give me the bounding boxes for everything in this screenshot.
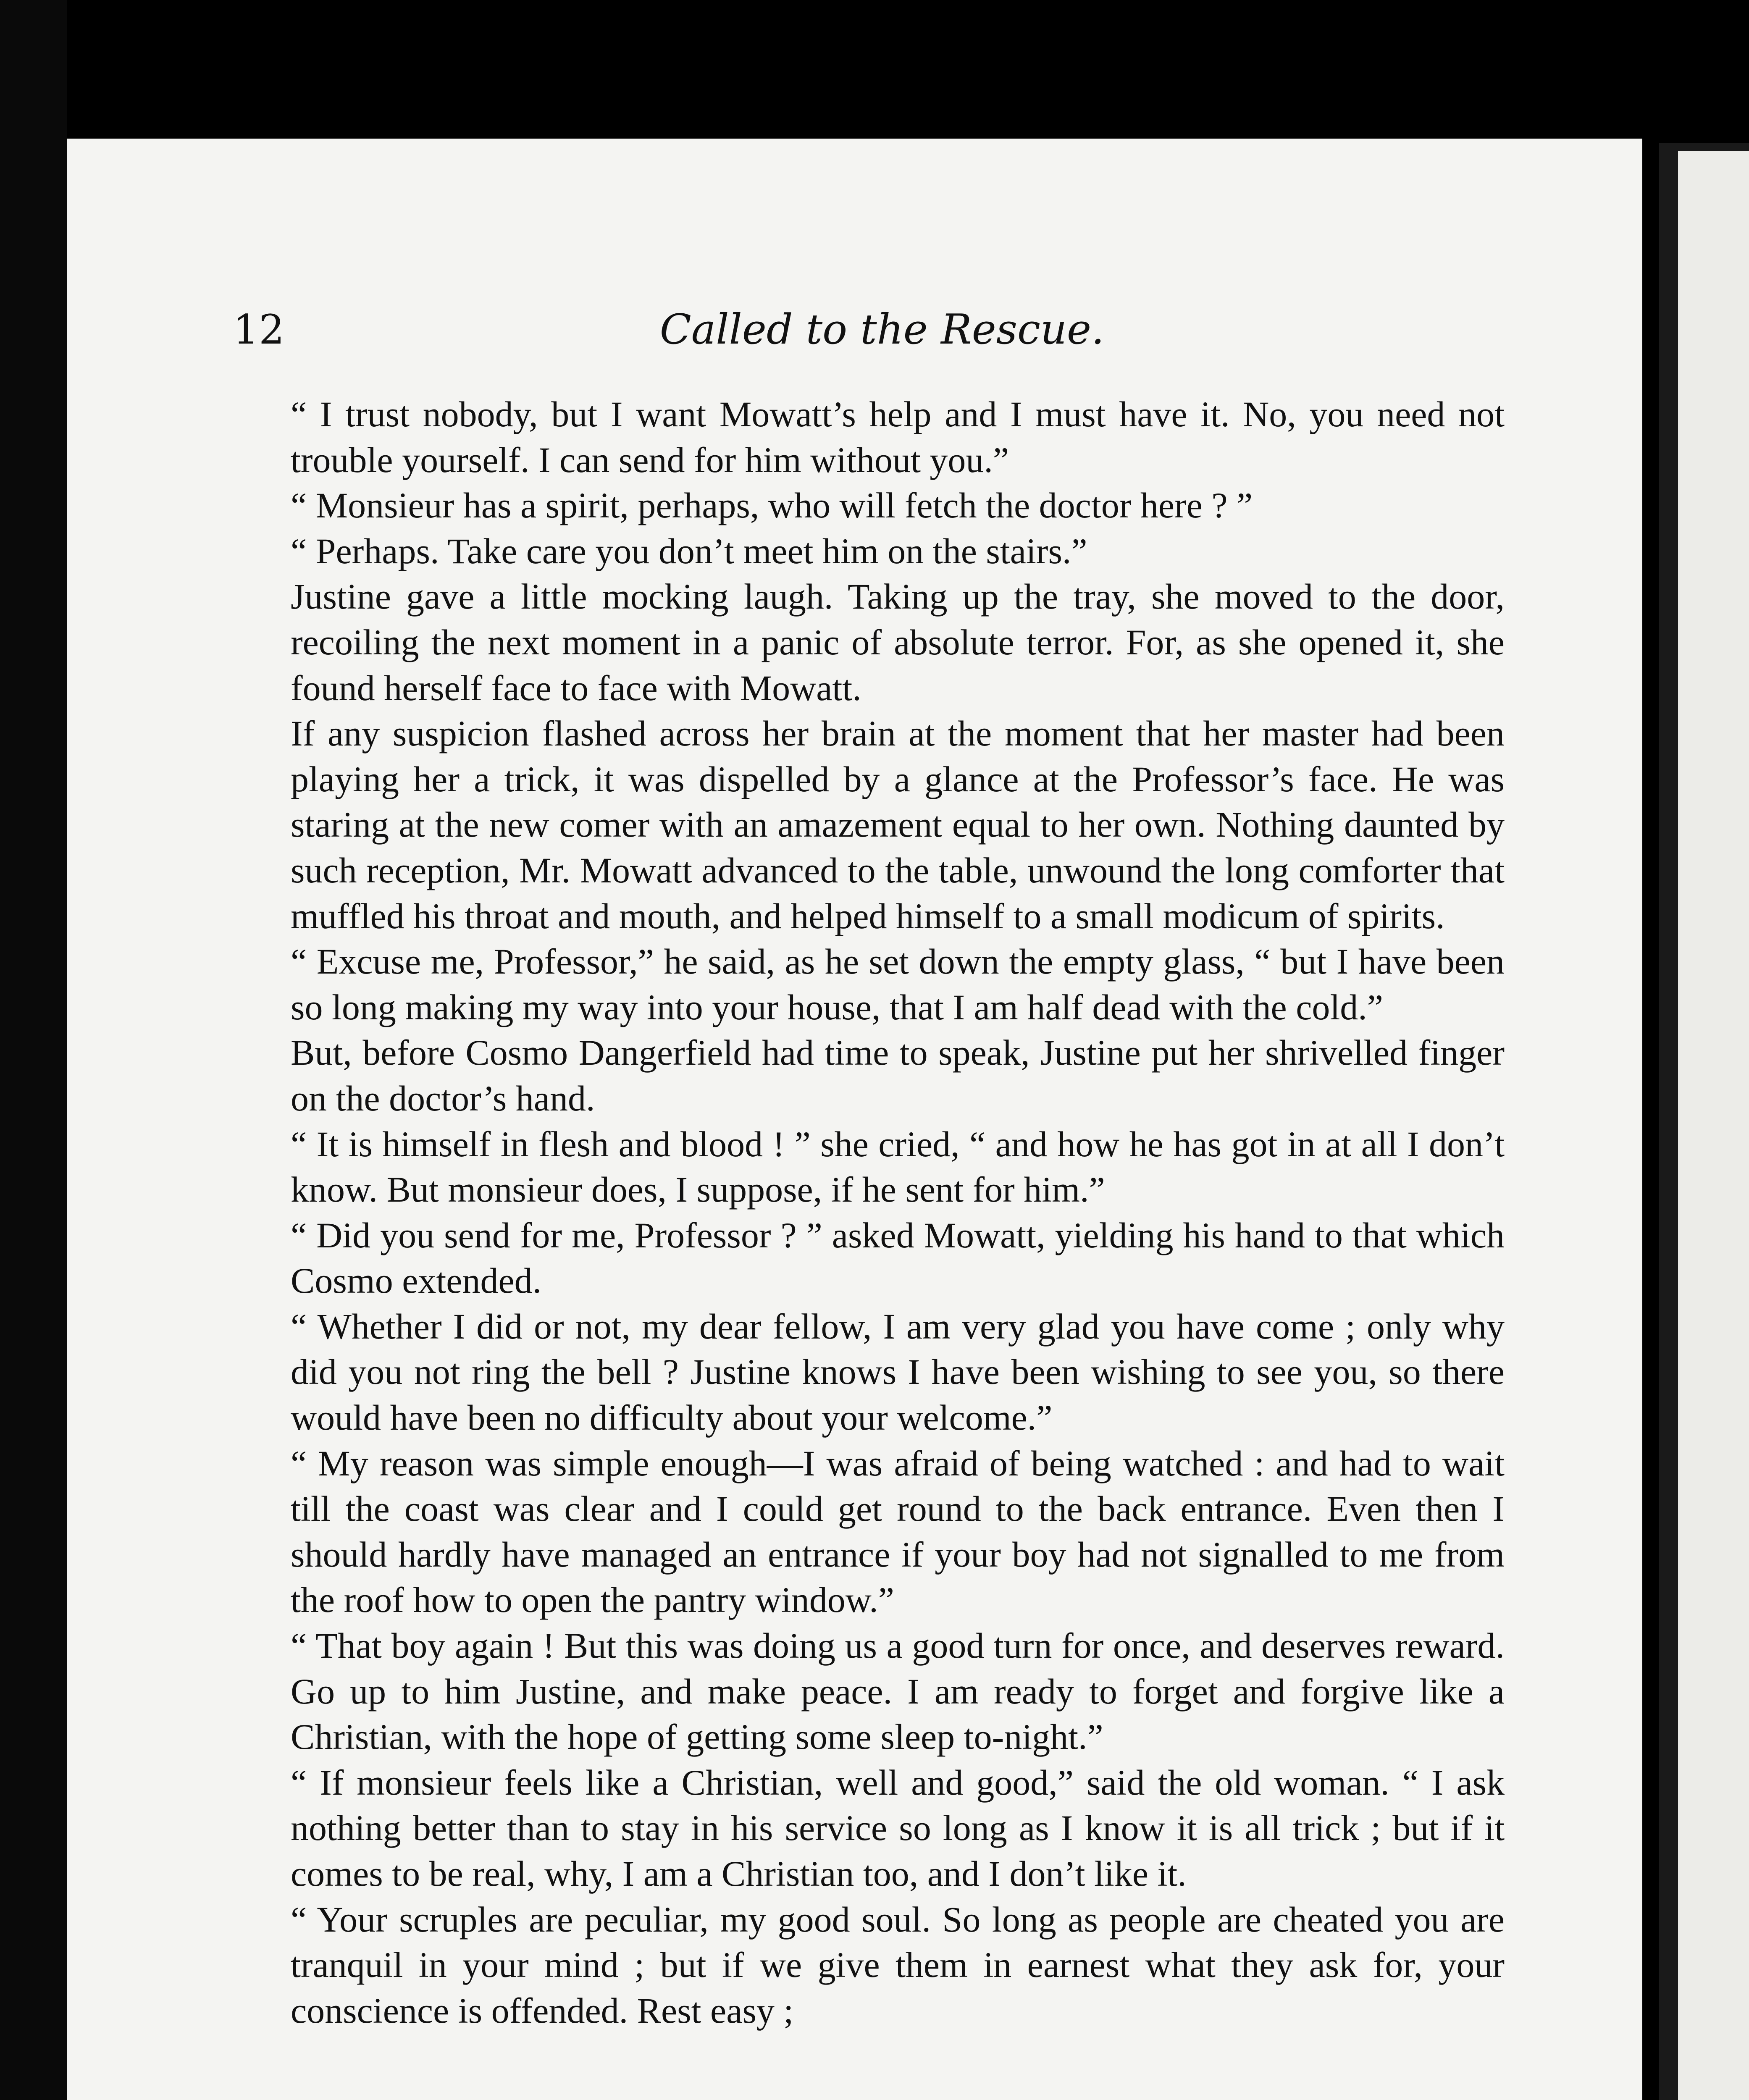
facing-page-edge	[1678, 151, 1749, 2100]
paragraph: Justine gave a little mocking laugh. Taking up the tray, she moved to the door, recoiling the next moment in a panic of absolute terror. For, as she opened it, she found herself face to face with Mowatt.	[291, 576, 1505, 708]
paragraph: “ Monsieur has a spirit, perhaps, who will fetch the doctor here ? ”	[291, 485, 1253, 526]
page-number: 12	[233, 306, 285, 353]
paragraph: If any suspicion flashed across her brain at the moment that her master had been playing her a trick, it was dispelled by a glance at the Professor’s face. He was staring at the new comer with an amazement equal to her own. Nothing daunted by such reception, Mr. Mowatt advanced to the table, unwound the long comforter that muffled his throat and mouth, and helped himself to a small modicum of spirits.	[291, 713, 1505, 936]
paragraph: “ It is himself in flesh and blood ! ” she cried, “ and how he has got in at all I don’t know. But monsieur does, I suppose, if he sent for him.”	[291, 1124, 1505, 1210]
paragraph: “ If monsieur feels like a Christian, well and good,” said the old woman. “ I ask nothing better than to stay in his service so long as I know it is all trick ; but if it comes to be real, why, I am a Christian too, and I don’t like it.	[291, 1762, 1505, 1894]
paragraph: But, before Cosmo Dangerfield had time to speak, Justine put her shrivelled finger on the doctor’s hand.	[291, 1032, 1505, 1118]
paragraph: “ Did you send for me, Professor ? ” asked Mowatt, yielding his hand to that which Cosmo extended.	[291, 1215, 1505, 1301]
paragraph: “ Whether I did or not, my dear fellow, I am very glad you have come ; only why did you not ring the bell ? Justine knows I have been wishing to see you, so there would have been no difficulty about your welcome.”	[291, 1306, 1505, 1438]
book-spine-shadow	[0, 0, 67, 2100]
paragraph: “ My reason was simple enough—I was afraid of being watched : and had to wait till the coast was clear and I could get round to the back entrance. Even then I should hardly have managed an entrance if your boy had not signalled to me from the roof how to open the pantry window.”	[291, 1443, 1505, 1620]
paragraph: “ Excuse me, Professor,” he said, as he set down the empty glass, “ but I have been so long making my way into your house, that I am half dead with the cold.”	[291, 941, 1505, 1027]
running-title: Called to the Rescue.	[659, 306, 1105, 354]
paragraph: “ Your scruples are peculiar, my good soul. So long as people are cheated you are tranquil in your mind ; but if we give them in earnest what they ask for, your conscience is offended. Rest easy ;	[291, 1899, 1505, 2031]
paragraph: “ I trust nobody, but I want Mowatt’s help and I must have it. No, you need not trouble yourself. I can send for him without you.”	[291, 394, 1505, 480]
paragraph: “ Perhaps. Take care you don’t meet him on the stairs.”	[291, 530, 1087, 571]
page-body	[291, 391, 1505, 2033]
paragraph: “ That boy again ! But this was doing us a good turn for once, and deserves reward. Go up to him Justine, and make peace. I am ready to forget and forgive like a Christian, with the hope of getting some sleep to-night.”	[291, 1625, 1505, 1757]
page-header	[233, 302, 1531, 357]
